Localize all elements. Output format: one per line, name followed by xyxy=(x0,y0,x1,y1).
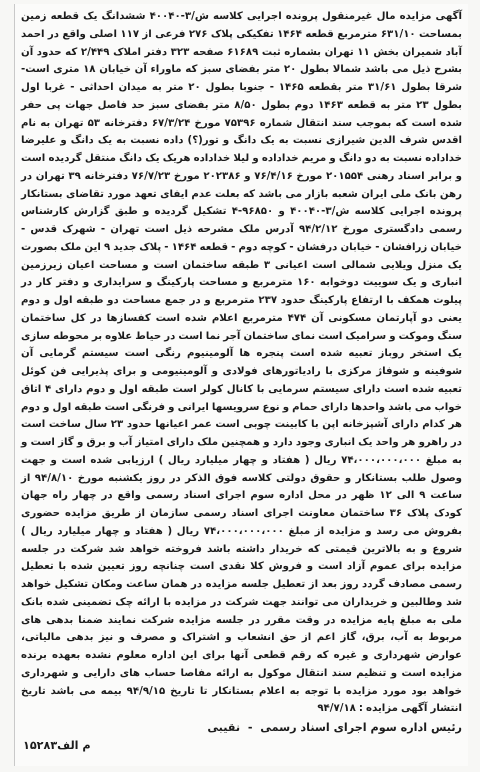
signature-name: نقیبی xyxy=(207,721,241,734)
signature-line: رئیس اداره سوم اجرای اسناد رسمی - نقیبی xyxy=(207,721,462,734)
notice-code: ۱۵۲۸۳م الف xyxy=(23,739,91,752)
auction-notice xyxy=(14,4,468,766)
signature-title: رئیس اداره سوم اجرای اسناد رسمی xyxy=(260,721,462,734)
notice-body-text: آگهی مزایده مال غیرمنقول پرونده اجرایی کلاسه ش/۳-۴۰۰۴۰ ششدانگ یک قطعه زمین بمساحت ۶۳۱/۱۰ مترمربع قطعه ۱۴۶۴ تفکیکی پلاک ۲۷۶ فرعی از ۱۱۷ اصلی واقع در احمد آباد شمیران بخش ۱۱ تهران بشماره ثبت ۶۱۶۸۹ صفحه ۳۲۳ دفتر املاک ۲/۴۴۹ که حدود آن بشرح ذیل می باشد شمالا بطول ۲۰ متر بفضای سبز که ماوراء آن خیابان ۱۸ متری است- شرقا بطول ۳۱/۶۱ متر بقطعه ۱۴۶۵ - جنوبا بطول ۲۰ متر به میدان احداثی - غربا اول بطول ۲۳ متر به قطعه ۱۴۶۳ دوم بطول ۸/۵۰ متر بفضای سبز حد فاصل جهات پی حفر شده است که بموجب سند انتقال شماره ۷۵۳۹۶ مورخ ۶۷/۳/۲۴ دفترخانه ۵۳ تهران به نام اقدس شرف الدین شیرازی نسبت به یک دانگ و تور(؟) داده نسبت به یک دانگ و علیرضا خداداده نسبت به دو دانگ و مریم خداداده و لیلا خداداده هریک یک دانگ منتقل گردیده است و برابر اسناد رهنی ۲۰۱۵۵۴ مورخ ۷۶/۴/۱۶ و ۲۰۲۳۸۶ مورخ ۷۶/۷/۲۳ دفترخانه ۳۹ تهران در رهن بانک ملی ایران شعبه بازار می باشد که بعلت عدم ایفای تعهد مورد تقاضای بستانکار پرونده اجرایی کلاسه ش/۳-۴۰۰۴۰ و ۹۶۸۵۰-۴ تشکیل گردیده و طبق گزارش کارشناس رسمی دادگستری مورخ ۹۴/۲/۱۲ آدرس ملک مشرحه ذیل است تهران - شهرک قدس - خیابان زرافشان - خیابان درفشان - کوچه دوم - قطعه ۱۴۶۴ - پلاک جدید ۹ این ملک بصورت یک منزل ویلایی شمالی است اعیانی ۳ طبقه ساختمان است و مساحت اعیان زیرزمین انباری و یک سوییت دوخوابه ۱۶۰ مترمربع و مساحت پارکینگ و سرایداری و دفتر کار در پیلوت همکف با ارتفاع پارکینگ حدود ۲۳۷ مترمربع و در جمع مساحت دو طبقه اول و دوم یعنی دو آپارتمان مسکونی آن ۴۷۴ مترمربع اعلام شده است کفسازها در کل ساختمان سنگ وموکت و سرامیک است نمای ساختمان آجر نما است در حیاط علاوه بر محوطه سازی یک استخر روباز تعبیه شده است پنجره ها آلومینیوم رنگی است سیستم گرمایی آن شوفینه و شوفاژ مرکزی با رادیاتورهای فولادی و آلومینیومی و برای پذیرایی فن کوئل تعبیه شده است دارای سیستم سرمایی با کانال کولر است طبقه اول و دوم دارای ۴ اتاق خواب می باشد واحدها دارای حمام و نوع سرویسها ایرانی و فرنگی است طبقه اول و دوم هر کدام دارای آشپزخانه اپن با کابینت چوبی است عمر اعیانها حدود ۲۳ سال ساخت است در راهرو هر واحد یک انباری وجود دارد و همچنین ملک دارای امتیاز آب و برق و گاز است و به مبلغ ۷۴،۰۰۰،۰۰۰،۰۰۰ ریال ( هفتاد و چهار میلیارد ریال ) ارزیابی شده است و جهت وصول طلب بستانکار و حقوق دولتی کلاسه فوق الذکر در روز یکشنبه مورخ ۹۴/۸/۱۰ از ساعت ۹ الی ۱۲ ظهر در محل اداره سوم اجرای اسناد رسمی واقع در چهار راه جهان کودک پلاک ۳۶ ساختمان معاونت اجرای اسناد رسمی سازمان از طریق مزایده حضوری بفروش می رسد و مزایده از مبلغ ۷۴،۰۰۰،۰۰۰،۰۰۰ ریال ( هفتاد و چهار میلیارد ریال ) شروع و به بالاترین قیمتی که خریدار داشته باشد فروخته خواهد شد شرکت در جلسه مزایده برای عموم آزاد است و فروش کلا نقدی است چنانچه روز تعیین شده با تعطیل رسمی مصادف گردد روز بعد از تعطیل جلسه مزایده در همان ساعت ومکان تشکیل خواهد شد وطالبین و خریداران می توانند جهت شرکت در مزایده با ارائه چک تضمینی شده بانک ملی به مبلغ پایه مزایده در وقت مقرر در جلسه مزایده شرکت نمایند ضمنا بدهی های مربوط به آب، برق، گاز اعم از حق انشعاب و اشتراک و مصرف و نیز بدهی مالیاتی، عوارض شهرداری و غیره که رقم قطعی آنها برای این اداره معلوم نشده بعهده برنده مزایده است و تنظیم سند انتقال موکول به ارائه مفاصا حساب های دارایی و شهرداری خواهد بود مورد مزایده با توجه به اعلام بستانکار تا تاریخ ۹۴/۹/۱۵ بیمه می باشد تاریخ انتشار آگهی مزایده : ۹۴/۷/۱۸ xyxy=(21,11,463,715)
